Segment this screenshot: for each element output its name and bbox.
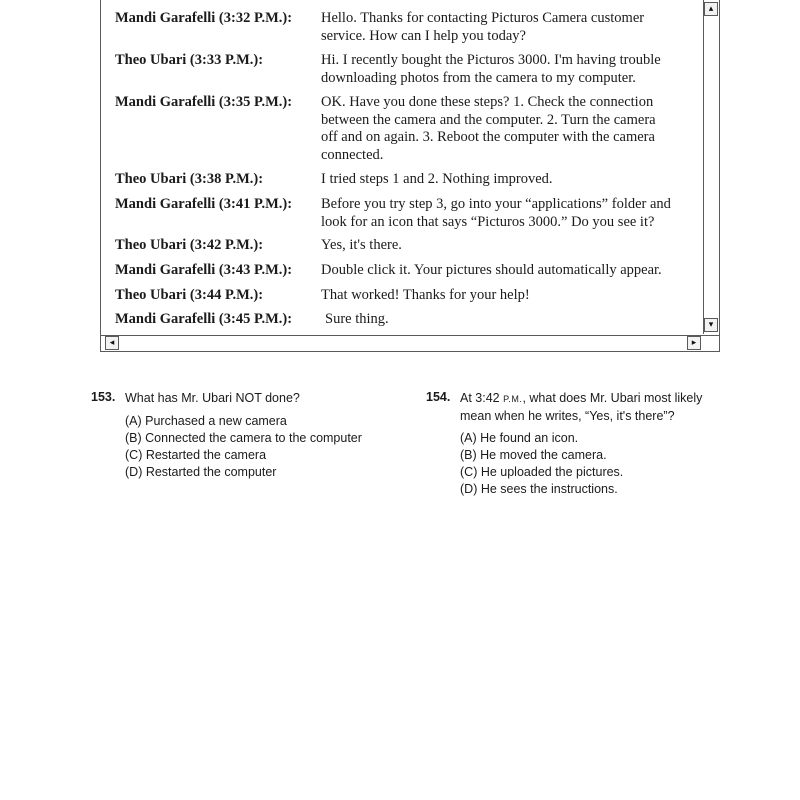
message-text: Before you try step 3, go into your “applications” folder and look for an icon that says “Picturos 3000.” Do you see it? [321, 196, 671, 230]
scroll-right-button[interactable] [687, 336, 701, 350]
message-speaker: Theo Ubari (3:33 P.M.): [115, 52, 264, 68]
message-text: That worked! Thanks for your help! [321, 287, 530, 303]
message-text: Hi. I recently bought the Picturos 3000. I'm having trouble downloading photos from the camera to my computer. [321, 52, 661, 86]
message-speaker: Mandi Garafelli (3:41 P.M.): [115, 196, 293, 212]
question-number: 154. [426, 390, 451, 404]
message-text: Double click it. Your pictures should automatically appear. [321, 262, 662, 278]
message-speaker: Mandi Garafelli (3:35 P.M.): [115, 94, 293, 110]
message-text: I tried steps 1 and 2. Nothing improved. [321, 171, 553, 187]
horizontal-scrollbar[interactable] [101, 335, 719, 351]
message-speaker: Theo Ubari (3:44 P.M.): [115, 287, 264, 303]
message-speaker: Mandi Garafelli (3:43 P.M.): [115, 262, 293, 278]
arrow-down-icon: ▾ [708, 319, 714, 330]
arrow-left-icon: ◂ [109, 337, 115, 348]
message-text: Yes, it's there. [321, 237, 402, 253]
answer-option[interactable]: (C) He uploaded the pictures. [460, 465, 624, 479]
message-speaker: Mandi Garafelli (3:45 P.M.): [115, 311, 293, 327]
answer-option[interactable]: (B) Connected the camera to the computer [125, 431, 362, 445]
chat-window [100, 0, 720, 352]
arrow-up-icon: ▴ [708, 3, 714, 14]
scroll-up-button[interactable] [704, 2, 718, 16]
chat-transcript [107, 4, 703, 330]
question-number: 153. [91, 390, 116, 404]
answer-option[interactable]: (A) He found an icon. [460, 431, 579, 445]
arrow-right-icon: ▸ [691, 337, 697, 348]
question-text: What has Mr. Ubari NOT done? [125, 391, 300, 405]
vertical-scrollbar[interactable] [703, 0, 719, 334]
message-text: Sure thing. [325, 311, 389, 327]
message-text: OK. Have you done these steps? 1. Check the connection between the camera and the computer. 2. Turn the camera off and on again. 3. Reboot the computer with the camera connected. [321, 94, 656, 163]
answer-option[interactable]: (B) He moved the camera. [460, 448, 607, 462]
message-text: Hello. Thanks for contacting Picturos Camera customer service. How can I help you today? [321, 10, 645, 44]
answer-option[interactable]: (A) Purchased a new camera [125, 414, 287, 428]
answer-option[interactable]: (D) Restarted the computer [125, 465, 277, 479]
question-text: At 3:42 P.M., what does Mr. Ubari most likely mean when he writes, “Yes, it's there”? [460, 391, 703, 423]
message-speaker: Mandi Garafelli (3:32 P.M.): [115, 10, 293, 26]
scroll-left-button[interactable] [105, 336, 119, 350]
answer-option[interactable]: (C) Restarted the camera [125, 448, 267, 462]
answer-option[interactable]: (D) He sees the instructions. [460, 482, 618, 496]
message-speaker: Theo Ubari (3:42 P.M.): [115, 237, 264, 253]
scroll-down-button[interactable] [704, 318, 718, 332]
message-speaker: Theo Ubari (3:38 P.M.): [115, 171, 264, 187]
